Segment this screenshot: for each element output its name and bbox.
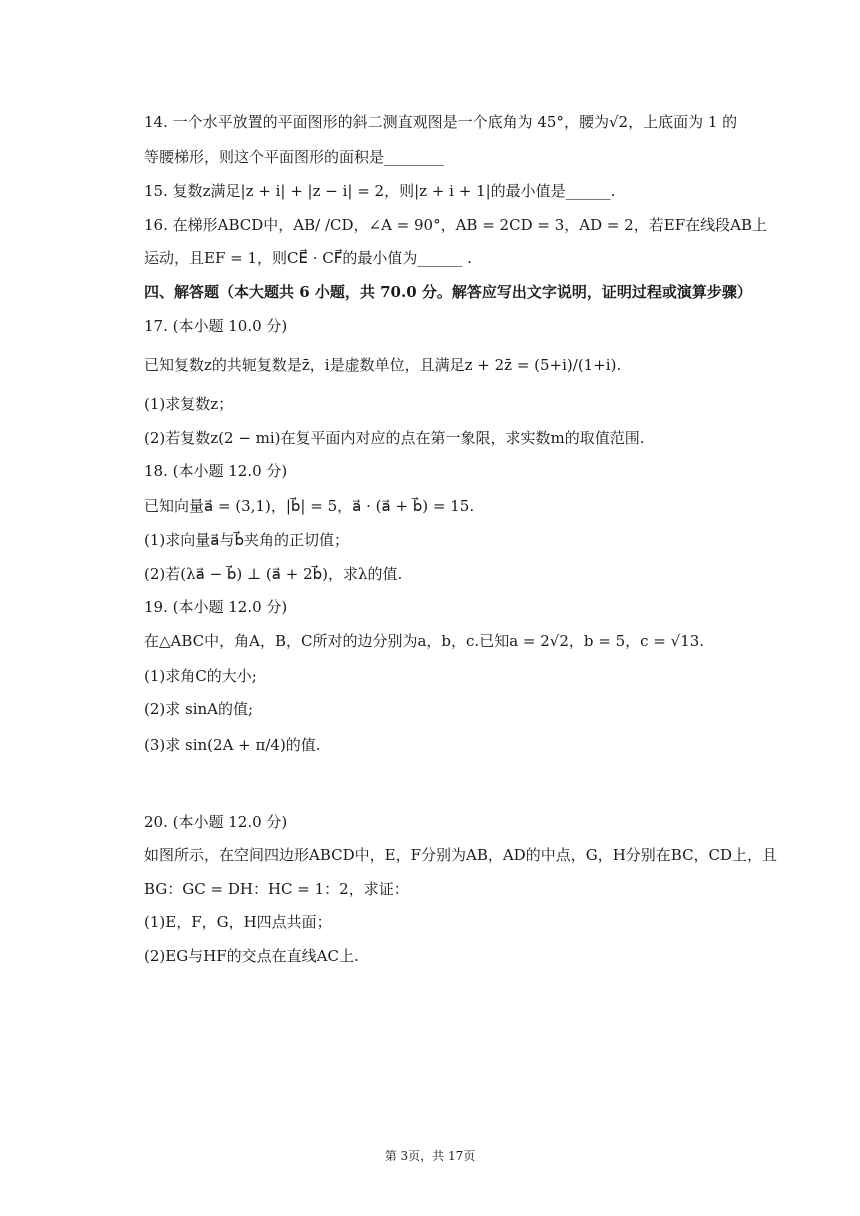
problem-18-header: 18. (本小题 12.0 分) [144,462,288,480]
problem-17-header: 17. (本小题 10.0 分) [144,317,288,335]
problem-17-part-2: (2)若复数z(2 − mi)在复平面内对应的点在第一象限，求实数m的取值范围. [144,429,645,447]
problem-20-header: 20. (本小题 12.0 分) [144,813,288,831]
problem-19-part-3: (3)求 sin(2A + π/4)的值. [144,736,321,754]
problem-20-part-2: (2)EG与HF的交点在直线AC上. [144,947,359,965]
problem-18-part-2: (2)若(λa⃗ − b⃗) ⊥ (a⃗ + 2b⃗)，求λ的值. [144,565,403,583]
problem-14-line-2: 等腰梯形，则这个平面图形的面积是________ [144,148,445,166]
problem-17-part-1: (1)求复数z； [144,395,234,413]
problem-20-part-1: (1)E，F，G，H四点共面； [144,913,332,931]
problem-19-part-1: (1)求角C的大小; [144,667,257,685]
problem-20-statement-line-1: 如图所示，在空间四边形ABCD中，E，F分别为AB，AD的中点，G，H分别在BC，CD上，且 [144,846,778,864]
problem-16-line-2: 运动，且EF = 1，则CE⃗ · CF⃗的最小值为______ . [144,249,472,267]
problem-14-line-1: 14. 一个水平放置的平面图形的斜二测直观图是一个底角为 45°，腰为√2，上底面为 1 的 [144,113,738,131]
problem-18-statement: 已知向量a⃗ = (3,1)，|b⃗| = 5，a⃗ · (a⃗ + b⃗) = 15. [144,497,475,515]
page-footer: 第 3页，共 17页 [384,1149,476,1163]
problem-18-part-1: (1)求向量a⃗与b⃗夹角的正切值； [144,531,349,549]
problem-19-header: 19. (本小题 12.0 分) [144,598,288,616]
section-heading: 四、解答题（本大题共 6 小题，共 70.0 分。解答应写出文字说明，证明过程或演算步骤） [144,283,752,301]
problem-17-statement: 已知复数z的共轭复数是z̄，i是虚数单位，且满足z + 2z̄ = (5+i)/(1+i). [144,356,622,374]
problem-19-statement: 在△ABC中，角A，B，C所对的边分别为a，b，c.已知a = 2√2，b = 5，c = √13. [144,632,705,650]
problem-16-line-1: 16. 在梯形ABCD中，AB/ /CD，∠A = 90°，AB = 2CD = 3，AD = 2，若EF在线段AB上 [144,216,767,234]
problem-15: 15. 复数z满足|z + i| + |z − i| = 2，则|z + i + 1|的最小值是______. [144,182,616,200]
problem-19-part-2: (2)求 sinA的值; [144,700,254,718]
problem-20-statement-line-2: BG：GC = DH：HC = 1：2，求证： [144,880,409,898]
